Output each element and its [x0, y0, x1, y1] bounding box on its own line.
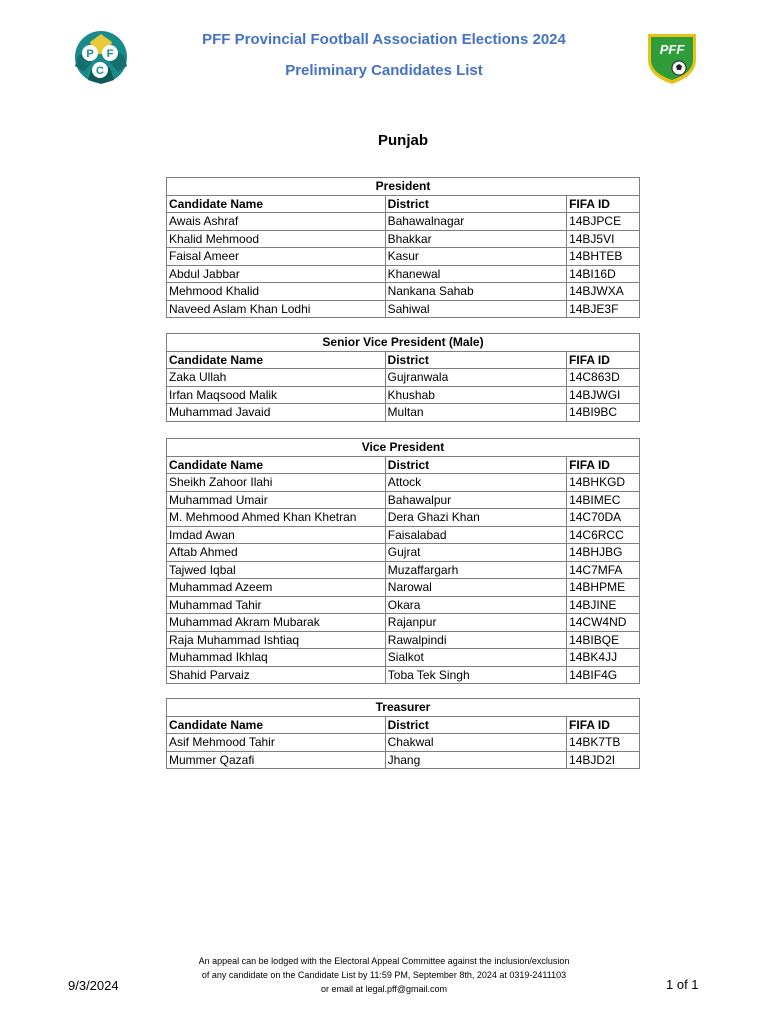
- fifa-id-cell: 14BI9BC: [567, 404, 640, 422]
- district-cell: Nankana Sahab: [385, 283, 566, 301]
- candidate-name-cell: M. Mehmood Ahmed Khan Khetran: [167, 509, 386, 527]
- candidate-name-cell: Muhammad Javaid: [167, 404, 386, 422]
- column-header-district: District: [385, 351, 567, 369]
- candidate-name-cell: Muhammad Tahir: [167, 596, 386, 614]
- senior-vice-president-table: [166, 333, 640, 422]
- column-header-candidate-name: Candidate Name: [167, 716, 386, 734]
- district-cell: Gujranwala: [385, 369, 567, 387]
- district-cell: Rajanpur: [385, 614, 566, 632]
- district-cell: Okara: [385, 596, 566, 614]
- table-row: [167, 491, 640, 509]
- candidate-name-cell: Imdad Awan: [167, 526, 386, 544]
- table-row: [167, 579, 640, 597]
- fifa-id-cell: 14BJPCE: [567, 213, 640, 231]
- candidate-name-cell: Awais Ashraf: [167, 213, 386, 231]
- column-header-fifa-id: FIFA ID: [567, 195, 640, 213]
- candidate-name-cell: Muhammad Ikhlaq: [167, 649, 386, 667]
- candidate-name-cell: Abdul Jabbar: [167, 265, 386, 283]
- table-row: [167, 509, 640, 527]
- document-title: PFF Provincial Football Association Elections 2024: [202, 31, 566, 48]
- region-heading: Punjab: [377, 132, 428, 149]
- candidate-name-cell: Asif Mehmood Tahir: [167, 734, 386, 752]
- fifa-id-cell: 14BHPME: [567, 579, 640, 597]
- candidate-name-cell: Mehmood Khalid: [167, 283, 386, 301]
- district-cell: Attock: [385, 474, 566, 492]
- table-row: [167, 265, 640, 283]
- table-row: [167, 248, 640, 266]
- pfc-letter-p: P: [86, 48, 94, 60]
- fifa-id-cell: 14BK7TB: [567, 734, 640, 752]
- candidate-name-cell: Zaka Ullah: [167, 369, 386, 387]
- section-title: President: [167, 178, 640, 196]
- table-row: [167, 666, 640, 684]
- table-row: [167, 283, 640, 301]
- fifa-id-cell: 14BJWXA: [567, 283, 640, 301]
- district-cell: Rawalpindi: [385, 631, 566, 649]
- table-row: [167, 649, 640, 667]
- candidate-name-cell: Muhammad Umair: [167, 491, 386, 509]
- fifa-id-cell: 14BJINE: [567, 596, 640, 614]
- appeal-notice-line: or email at legal.pff@gmail.com: [320, 984, 448, 994]
- section-title: Senior Vice President (Male): [167, 334, 640, 352]
- district-cell: Sialkot: [385, 649, 566, 667]
- pfc-letter-f: F: [106, 48, 114, 60]
- district-cell: Chakwal: [385, 734, 566, 752]
- fifa-id-cell: 14BJE3F: [567, 300, 640, 318]
- district-cell: Khushab: [385, 386, 567, 404]
- fifa-id-cell: 14BJD2I: [567, 751, 640, 769]
- column-header-candidate-name: Candidate Name: [167, 195, 386, 213]
- candidate-name-cell: Raja Muhammad Ishtiaq: [167, 631, 386, 649]
- district-cell: Kasur: [385, 248, 566, 266]
- table-row: [167, 230, 640, 248]
- district-cell: Jhang: [385, 751, 566, 769]
- candidate-name-cell: Faisal Ameer: [167, 248, 386, 266]
- fifa-id-cell: 14BHTEB: [567, 248, 640, 266]
- candidate-name-cell: Tajwed Iqbal: [167, 561, 386, 579]
- vice-president-table: [166, 438, 640, 684]
- fifa-id-cell: 14CW4ND: [567, 614, 640, 632]
- district-cell: Multan: [385, 404, 567, 422]
- president-table: [166, 177, 640, 318]
- district-cell: Sahiwal: [385, 300, 566, 318]
- candidate-name-cell: Mummer Qazafi: [167, 751, 386, 769]
- table-row: [167, 561, 640, 579]
- table-row: [167, 751, 640, 769]
- candidate-name-cell: Khalid Mehmood: [167, 230, 386, 248]
- table-row: [167, 526, 640, 544]
- candidate-name-cell: Muhammad Azeem: [167, 579, 386, 597]
- table-row: [167, 369, 640, 387]
- district-cell: Bahawalnagar: [385, 213, 566, 231]
- table-row: [167, 734, 640, 752]
- column-header-district: District: [385, 456, 566, 474]
- table-row: [167, 631, 640, 649]
- candidate-name-cell: Muhammad Akram Mubarak: [167, 614, 386, 632]
- section-title: Treasurer: [167, 699, 640, 717]
- column-header-fifa-id: FIFA ID: [567, 456, 640, 474]
- table-row: [167, 474, 640, 492]
- table-row: [167, 386, 640, 404]
- table-row: [167, 596, 640, 614]
- section-title: Vice President: [167, 439, 640, 457]
- district-cell: Khanewal: [385, 265, 566, 283]
- candidate-name-cell: Shahid Parvaiz: [167, 666, 386, 684]
- district-cell: Gujrat: [385, 544, 566, 562]
- table-row: [167, 300, 640, 318]
- district-cell: Bhakkar: [385, 230, 566, 248]
- table-row: [167, 213, 640, 231]
- fifa-id-cell: 14BHKGD: [567, 474, 640, 492]
- fifa-id-cell: 14C70DA: [567, 509, 640, 527]
- district-cell: Toba Tek Singh: [385, 666, 566, 684]
- document-subtitle: Preliminary Candidates List: [285, 62, 483, 79]
- candidate-name-cell: Aftab Ahmed: [167, 544, 386, 562]
- fifa-id-cell: 14BIF4G: [567, 666, 640, 684]
- candidate-name-cell: Naveed Aslam Khan Lodhi: [167, 300, 386, 318]
- pff-logo-text: PFF: [659, 42, 685, 57]
- district-cell: Bahawalpur: [385, 491, 566, 509]
- page-number: 1 of 1: [666, 977, 699, 992]
- column-header-candidate-name: Candidate Name: [167, 351, 386, 369]
- column-header-candidate-name: Candidate Name: [167, 456, 386, 474]
- column-header-fifa-id: FIFA ID: [567, 716, 640, 734]
- treasurer-table: [166, 698, 640, 769]
- candidate-name-cell: Sheikh Zahoor Ilahi: [167, 474, 386, 492]
- fifa-id-cell: 14C6RCC: [567, 526, 640, 544]
- fifa-id-cell: 14BIBQE: [567, 631, 640, 649]
- column-header-fifa-id: FIFA ID: [567, 351, 640, 369]
- district-cell: Dera Ghazi Khan: [385, 509, 566, 527]
- table-row: [167, 614, 640, 632]
- footer-date: 9/3/2024: [68, 978, 119, 993]
- fifa-id-cell: 14BK4JJ: [567, 649, 640, 667]
- district-cell: Narowal: [385, 579, 566, 597]
- fifa-id-cell: 14BIMEC: [567, 491, 640, 509]
- fifa-id-cell: 14BHJBG: [567, 544, 640, 562]
- column-header-district: District: [385, 195, 566, 213]
- column-header-district: District: [385, 716, 566, 734]
- fifa-id-cell: 14BJ5VI: [567, 230, 640, 248]
- district-cell: Muzaffargarh: [385, 561, 566, 579]
- fifa-id-cell: 14C7MFA: [567, 561, 640, 579]
- fifa-id-cell: 14BJWGI: [567, 386, 640, 404]
- district-cell: Faisalabad: [385, 526, 566, 544]
- fifa-id-cell: 14BI16D: [567, 265, 640, 283]
- fifa-id-cell: 14C863D: [567, 369, 640, 387]
- appeal-notice-line: An appeal can be lodged with the Electoral Appeal Committee against the inclusion/exclusion: [198, 956, 570, 966]
- pfc-letter-c: C: [96, 65, 104, 77]
- appeal-notice-line: of any candidate on the Candidate List by 11:59 PM, September 8th, 2024 at 0319-2411103: [201, 970, 567, 980]
- table-row: [167, 404, 640, 422]
- table-row: [167, 544, 640, 562]
- candidate-name-cell: Irfan Maqsood Malik: [167, 386, 386, 404]
